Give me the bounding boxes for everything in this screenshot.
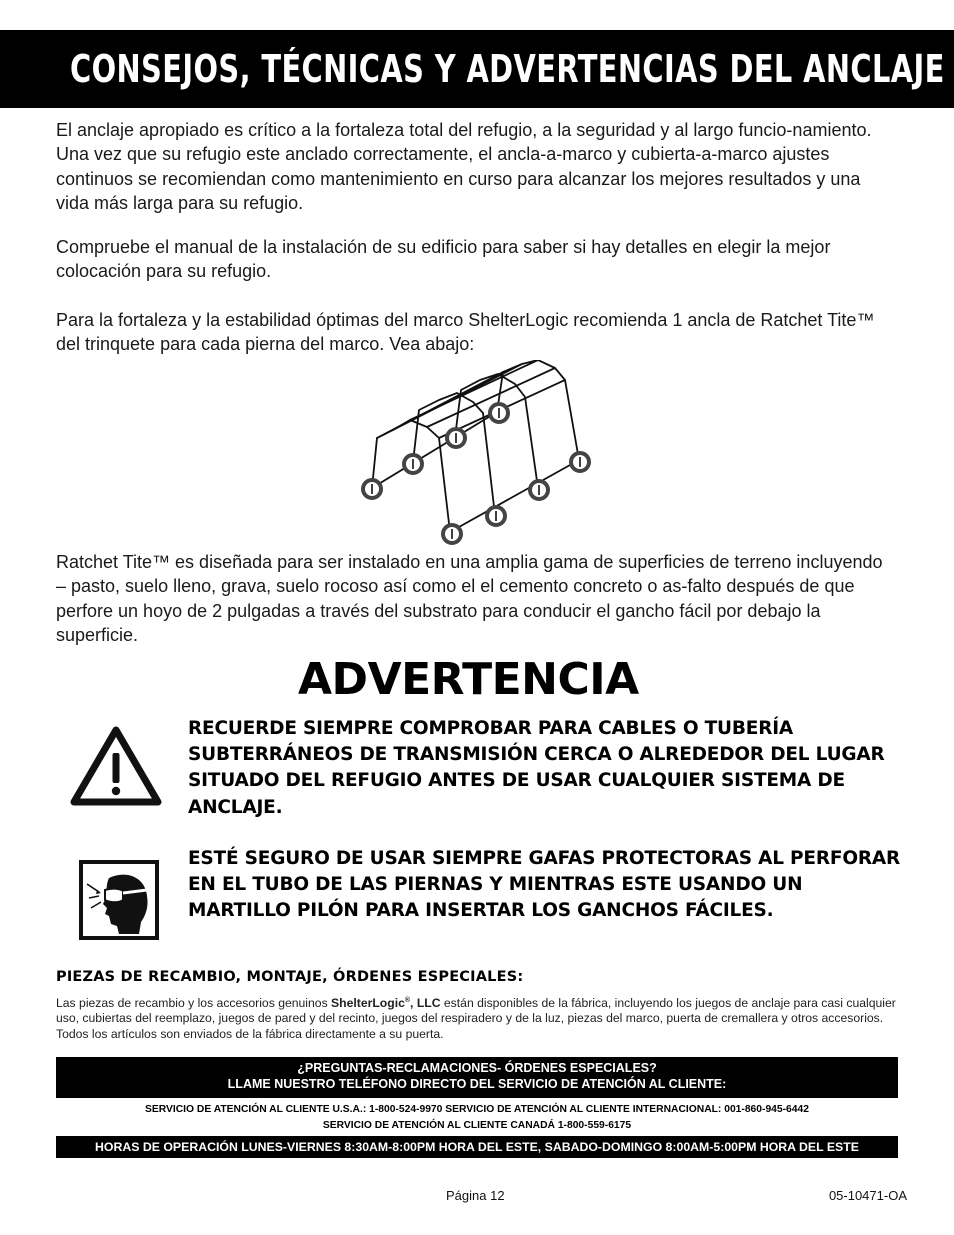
contact-line-2: LLAME NUESTRO TELÉFONO DIRECTO DEL SERVICIO DE ATENCIÓN AL CLIENTE: [227, 1077, 727, 1091]
manual-paragraph: Compruebe el manual de la instalación de su edificio para saber si hay detalles en elegir la mejor colocación para su refugio. [56, 237, 831, 282]
document-code: 05-10471-OA [828, 1188, 907, 1203]
page-title: CONSEJOS, TÉCNICAS Y ADVERTENCIAS DEL ANCLAJE [70, 47, 945, 91]
intro-paragraph: El anclaje apropiado es crítico a la fortaleza total del refugio, a la seguridad y al largo funcio-namiento. Una vez que su refugio este anclado correctamente, el ancla-a-marco y cubierta-a-marco ajustes continuos se recomiendan como mantenimiento en curso para alcanzar los mejores resultados y una vida más larga para su refugio. [56, 120, 872, 213]
recommendation-paragraph: Para la fortaleza y la estabilidad óptimas del marco ShelterLogic recomienda 1 ancla de Ratchet Tite™ del trinquete para cada pierna del marco. Vea abajo: [56, 310, 875, 355]
warning-title: ADVERTENCIA [298, 654, 639, 705]
warning-goggles-text: ESTÉ SEGURO DE USAR SIEMPRE GAFAS PROTECTORAS AL PERFORAR EN EL TUBO DE LAS PIERNAS Y MIENTRAS ESTE USANDO UN MARTILLO PILÓN PARA INSERTAR LOS GANCHOS FÁCILES. [188, 848, 901, 922]
shelter-frame-anchor-diagram [355, 360, 595, 550]
parts-text-after: están disponibles de la fábrica, incluyendo los juegos de anclaje para casi cualquier uso, cubiertas del reemplazo, juegos de pared y del recinto, juegos del respiradero y de la luz, piezas del marco, puerta de cremallera y otros accesorios. Todos los artículos son enviados de la fábrica directamente a su puerta. [56, 996, 896, 1041]
parts-title: PIEZAS DE RECAMBIO, MONTAJE, ÓRDENES ESPECIALES: [56, 969, 524, 985]
parts-text-before: Las piezas de recambio y los accesorios genuinos [56, 996, 332, 1011]
warning-cables-text: RECUERDE SIEMPRE COMPROBAR PARA CABLES O TUBERÍA SUBTERRÁNEOS DE TRANSMISIÓN CERCA O ALREDEDOR DEL LUGAR SITUADO DEL REFUGIO ANTES DE USAR CUALQUIER SISTEMA DE ANCLAJE. [188, 718, 885, 818]
warning-triangle-icon [70, 726, 162, 806]
contact-line-1: ¿PREGUNTAS-RECLAMACIONES- ÓRDENES ESPECIALES? [297, 1061, 657, 1075]
contact-banner [56, 1057, 898, 1098]
front-arch [372, 420, 450, 532]
service-numbers [56, 1102, 898, 1133]
page-number: Página 12 [446, 1188, 505, 1203]
service-usa-international: SERVICIO DE ATENCIÓN AL CLIENTE U.S.A.: 1-800-524-9970 SERVICIO DE ATENCIÓN AL CLIENTE INTERNACIONAL: 001-860-945-6442 [145, 1104, 809, 1115]
header-bar [0, 30, 954, 108]
hours-bar: HORAS DE OPERACIÓN LUNES-VIERNES 8:30AM-8:00PM HORA DEL ESTE, SABADO-DOMINGO 8:00AM-5:00PM HORA DEL ESTE [56, 1136, 898, 1158]
middle-arch-1 [413, 393, 495, 515]
brand-name: ShelterLogic®, LLC [331, 996, 441, 1011]
safety-goggles-icon [79, 860, 159, 940]
service-canada: SERVICIO DE ATENCIÓN AL CLIENTE CANADÁ 1-800-559-6175 [322, 1119, 632, 1131]
ratchet-tite-paragraph: Ratchet Tite™ es diseñada para ser instalado en una amplia gama de superficies de terreno incluyendo – pasto, suelo lleno, grava, suelo rocoso así como el el cemento concreto o as-falto después de que perfore un hoyo de 2 pulgadas a través del substrato para conducir el gancho fácil por debajo la superficie. [56, 552, 883, 645]
parts-text [56, 993, 901, 1042]
